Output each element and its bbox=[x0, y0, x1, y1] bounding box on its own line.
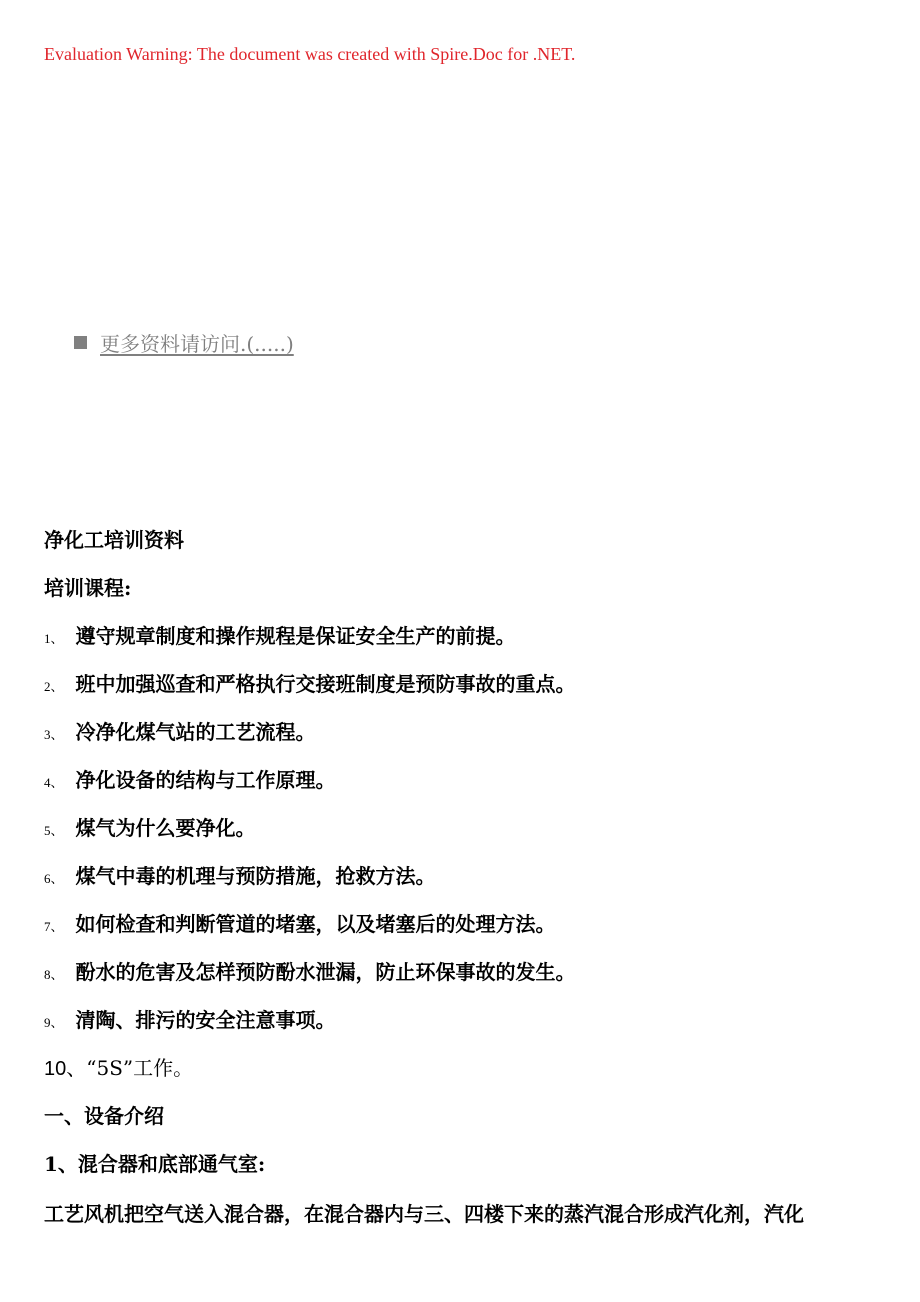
course-number: 10、 bbox=[44, 1058, 87, 1080]
body-paragraph: 工艺风机把空气送入混合器，在混合器内与三、四楼下来的蒸汽混合形成汽化剂，汽化 bbox=[44, 1202, 804, 1226]
subsection-heading: 1、混合器和底部通气室: bbox=[44, 1152, 266, 1176]
course-text: 煤气为什么要净化。 bbox=[75, 816, 256, 840]
course-item bbox=[44, 672, 576, 699]
course-text: 遵守规章制度和操作规程是保证安全生产的前提。 bbox=[75, 624, 516, 648]
course-item bbox=[44, 816, 256, 843]
course-item bbox=[44, 624, 516, 651]
course-item bbox=[44, 1056, 193, 1081]
course-item bbox=[44, 1008, 336, 1035]
course-item bbox=[44, 768, 336, 795]
section-heading: 一、设备介绍 bbox=[44, 1104, 164, 1128]
more-info-link[interactable]: 更多资料请访问.(.....) bbox=[100, 332, 294, 356]
course-text: “5S”工作。 bbox=[86, 1056, 194, 1080]
course-number: 3、 bbox=[44, 727, 64, 742]
evaluation-warning: Evaluation Warning: The document was created with Spire.Doc for .NET. bbox=[44, 44, 576, 64]
document-title: 净化工培训资料 bbox=[44, 528, 184, 552]
more-info-line bbox=[74, 328, 294, 357]
course-text: 清陶、排污的安全注意事项。 bbox=[75, 1008, 336, 1032]
square-bullet-icon bbox=[74, 336, 87, 349]
course-text: 煤气中毒的机理与预防措施，抢救方法。 bbox=[75, 864, 436, 888]
course-item bbox=[44, 864, 436, 891]
course-number: 6、 bbox=[44, 871, 64, 886]
course-text: 如何检查和判断管道的堵塞，以及堵塞后的处理方法。 bbox=[75, 912, 556, 936]
course-text: 净化设备的结构与工作原理。 bbox=[75, 768, 336, 792]
course-number: 4、 bbox=[44, 775, 64, 790]
course-heading: 培训课程: bbox=[44, 576, 132, 600]
course-text: 酚水的危害及怎样预防酚水泄漏，防止环保事故的发生。 bbox=[75, 960, 576, 984]
course-number: 9、 bbox=[44, 1015, 64, 1030]
course-item bbox=[44, 912, 556, 939]
course-text: 冷净化煤气站的工艺流程。 bbox=[75, 720, 316, 744]
course-number: 8、 bbox=[44, 967, 64, 982]
course-number: 7、 bbox=[44, 919, 64, 934]
course-item bbox=[44, 960, 576, 987]
course-text: 班中加强巡查和严格执行交接班制度是预防事故的重点。 bbox=[75, 672, 576, 696]
course-number: 2、 bbox=[44, 679, 64, 694]
course-number: 5、 bbox=[44, 823, 64, 838]
course-number: 1、 bbox=[44, 631, 64, 646]
course-item bbox=[44, 720, 316, 747]
